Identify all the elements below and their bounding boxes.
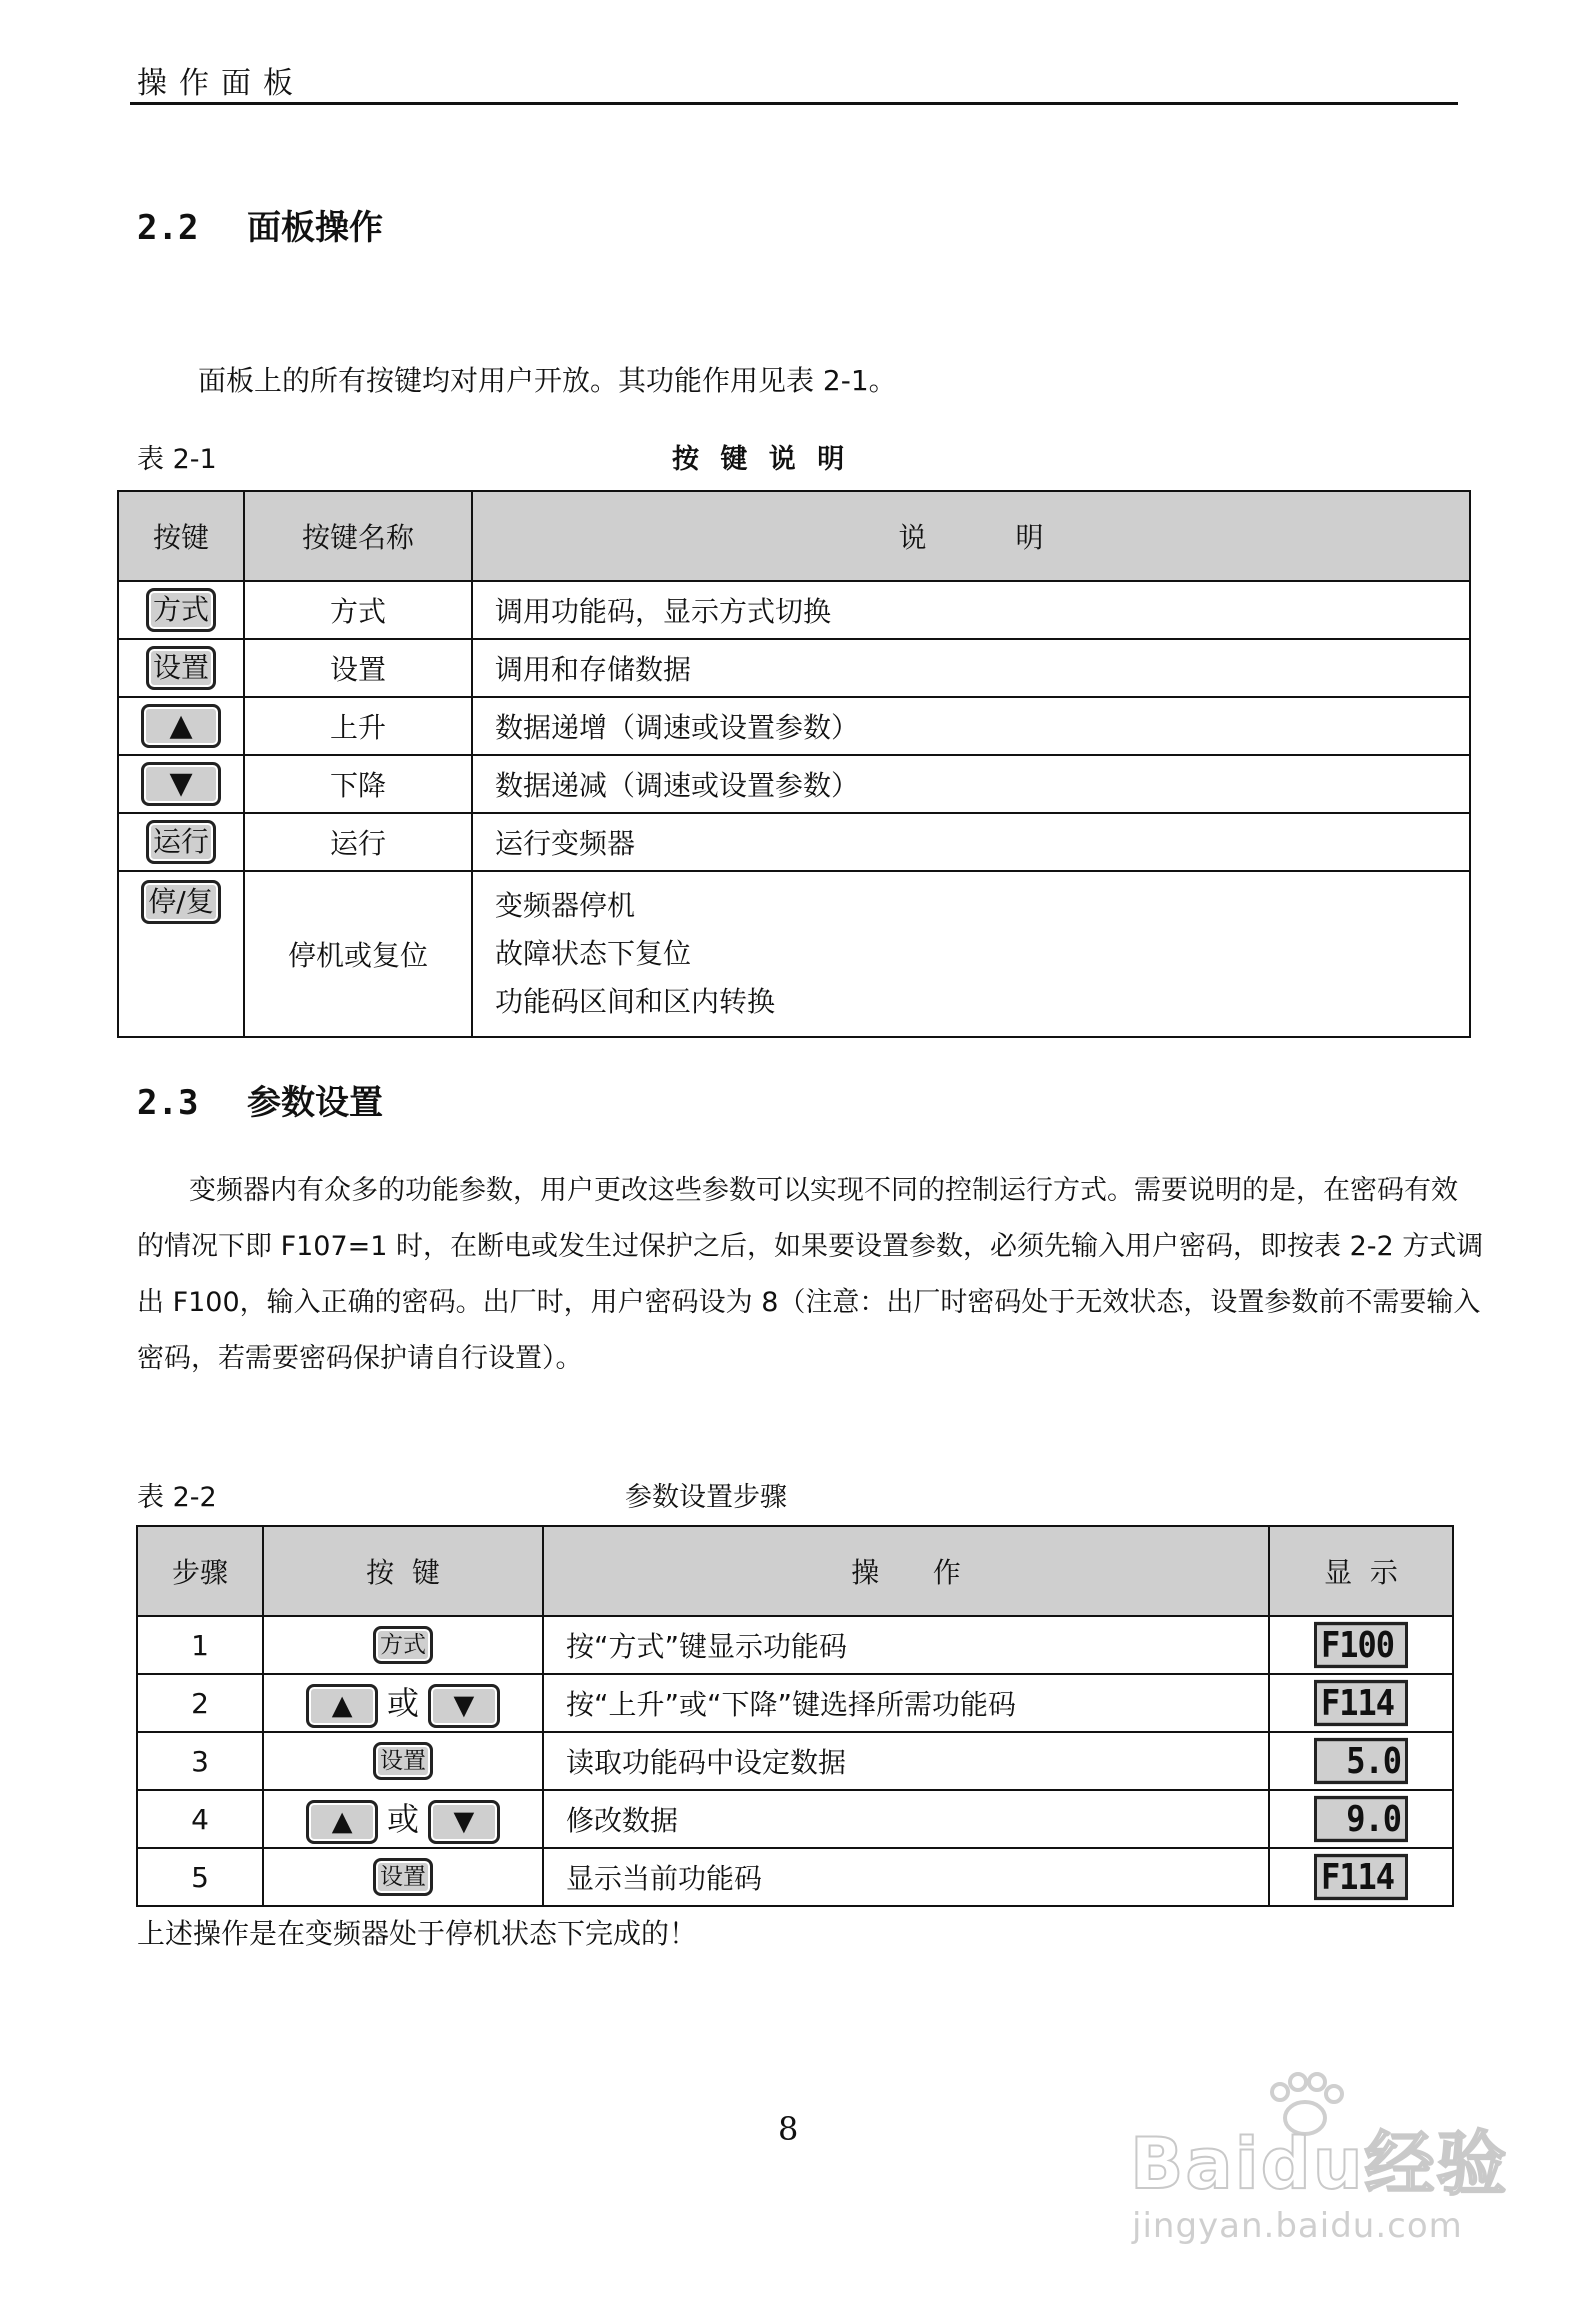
table-row [118, 639, 1470, 697]
table-row [118, 755, 1470, 813]
step-number: 4 [137, 1790, 263, 1848]
step-operation: 按“上升”或“下降”键选择所需功能码 [543, 1674, 1269, 1732]
down-arrow-icon: ▼ [428, 1684, 500, 1728]
step-number: 3 [137, 1732, 263, 1790]
set-key: 设置 [146, 646, 216, 690]
key-name: 上升 [244, 697, 472, 755]
header-key: 按键 [118, 491, 244, 581]
lcd-display: 9.0 [1314, 1796, 1408, 1842]
table-row [137, 1790, 1453, 1848]
table-2-2-label: 表 2-2 [137, 1482, 217, 1513]
step-number: 1 [137, 1616, 263, 1674]
table-row [118, 813, 1470, 871]
watermark-brand: Baidu经验 [1130, 2123, 1509, 2205]
header-display: 显 示 [1269, 1526, 1453, 1616]
running-header: 操作面板 [137, 66, 305, 101]
key-name: 方式 [244, 581, 472, 639]
table-2-1-label: 表 2-1 [137, 444, 217, 475]
table-row [137, 1848, 1453, 1906]
step-operation: 按“方式”键显示功能码 [543, 1616, 1269, 1674]
header-description: 说 明 [472, 491, 1470, 581]
table-row [137, 1616, 1453, 1674]
key-name: 运行 [244, 813, 472, 871]
up-arrow-icon: ▲ [141, 704, 221, 748]
section-2-3-paragraph: 变频器内有众多的功能参数，用户更改这些参数可以实现不同的控制运行方式。需要说明的是，在密码有效 的情况下即 F107=1 时，在断电或发生过保护之后，如果要设置参数，必须先输入用户密码，即按表 2-2 方式调 出 F100，输入正确的密码。出厂时，用户密码设为 8（注意：出厂时密码处于无效状态，设置参数前不需要输入 密码，若需要密码保护请自行设置）。 [137, 1175, 1484, 1374]
lcd-display: F100 [1314, 1622, 1408, 1668]
section-title: 参数设置 [247, 1083, 383, 1123]
table-row [137, 1674, 1453, 1732]
down-arrow-icon: ▼ [141, 762, 221, 806]
set-key: 设置 [373, 1858, 433, 1896]
up-arrow-icon: ▲ [306, 1684, 378, 1728]
section-title: 面板操作 [247, 208, 383, 248]
header-step: 步骤 [137, 1526, 263, 1616]
key-desc: 数据递减（调速或设置参数） [472, 755, 1470, 813]
lcd-display: 5.0 [1314, 1738, 1408, 1784]
mode-key: 方式 [146, 588, 216, 632]
table-header-row [137, 1526, 1453, 1616]
key-desc: 变频器停机 故障状态下复位 功能码区间和区内转换 [472, 871, 1470, 1037]
key-desc: 数据递增（调速或设置参数） [472, 697, 1470, 755]
watermark-url: jingyan.baidu.com [1132, 2206, 1463, 2246]
step-operation: 修改数据 [543, 1790, 1269, 1848]
header-operation: 操 作 [543, 1526, 1269, 1616]
table-row [118, 581, 1470, 639]
key-desc: 运行变频器 [472, 813, 1470, 871]
step-operation: 显示当前功能码 [543, 1848, 1269, 1906]
table-2-2-title: 参数设置步骤 [625, 1482, 787, 1513]
stop-reset-key: 停/复 [141, 880, 220, 924]
section-2-2-heading [137, 200, 383, 249]
header-key-name: 按键名称 [244, 491, 472, 581]
step-operation: 读取功能码中设定数据 [543, 1732, 1269, 1790]
section-2-2-intro: 面板上的所有按键均对用户开放。其功能作用见表 2-1。 [198, 364, 897, 397]
parameter-steps-table [136, 1525, 1454, 1907]
lcd-display: F114 [1314, 1680, 1408, 1726]
lcd-display: F114 [1314, 1854, 1408, 1900]
section-number: 2.2 [137, 208, 199, 248]
table-row [118, 697, 1470, 755]
run-key: 运行 [146, 820, 216, 864]
up-arrow-icon: ▲ [306, 1800, 378, 1844]
mode-key: 方式 [373, 1626, 433, 1664]
table-header-row [118, 491, 1470, 581]
table-2-2-note: 上述操作是在变频器处于停机状态下完成的！ [137, 1917, 698, 1950]
key-name: 下降 [244, 755, 472, 813]
section-2-3-heading [137, 1075, 383, 1124]
key-name: 停机或复位 [244, 871, 472, 1037]
table-row [137, 1732, 1453, 1790]
table-row [118, 871, 1470, 1037]
step-number: 5 [137, 1848, 263, 1906]
key-description-table [117, 490, 1471, 1038]
key-name: 设置 [244, 639, 472, 697]
table-2-1-title: 按 键 说 明 [672, 444, 851, 475]
or-text: 或 [386, 1684, 419, 1722]
header-divider [130, 102, 1458, 105]
section-number: 2.3 [137, 1083, 199, 1123]
key-desc: 调用和存储数据 [472, 639, 1470, 697]
step-number: 2 [137, 1674, 263, 1732]
set-key: 设置 [373, 1742, 433, 1780]
page-number: 8 [778, 2110, 799, 2148]
or-text: 或 [386, 1800, 419, 1838]
header-key: 按 键 [263, 1526, 543, 1616]
key-desc: 调用功能码，显示方式切换 [472, 581, 1470, 639]
down-arrow-icon: ▼ [428, 1800, 500, 1844]
baidu-watermark [1110, 2080, 1510, 2270]
